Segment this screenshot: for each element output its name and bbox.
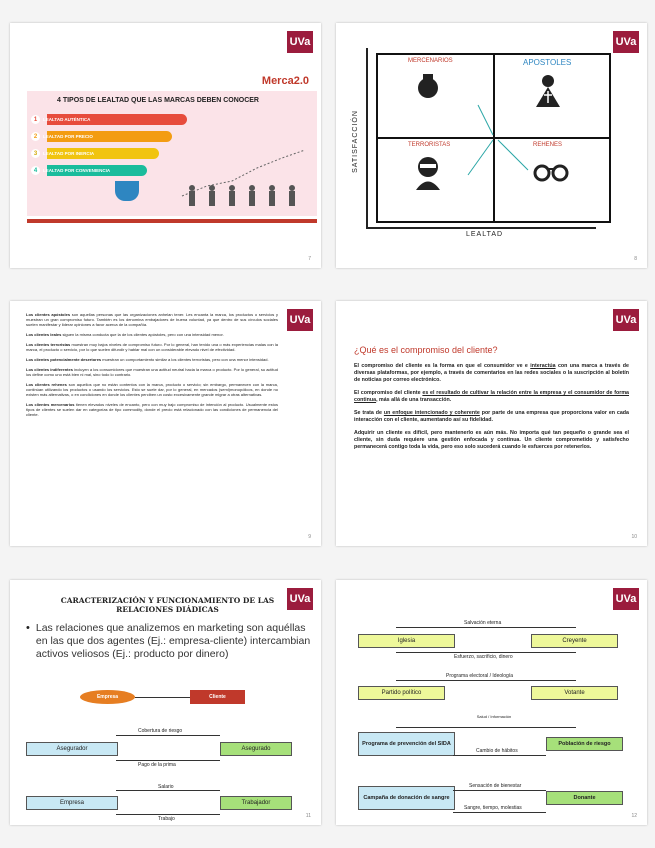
- infographic: [27, 91, 317, 216]
- uva-logo: UVa: [613, 31, 639, 53]
- oval-cliente: Cliente: [190, 690, 245, 704]
- quadrant-grid: [376, 53, 611, 223]
- quadrant-terroristas: TERRORISTAS: [408, 142, 451, 148]
- label-esfuerzo: Esfuerzo, sacrificio, dinero: [454, 654, 513, 660]
- infographic-title: 4 TIPOS DE LEALTAD QUE LAS MARCAS DEBEN CONOCER: [57, 97, 259, 104]
- box-asegurador: Asegurador: [26, 742, 118, 756]
- merca-brand: Merca2.0: [261, 75, 309, 87]
- item-label: LEALTAD AUTÉNTICA: [43, 117, 91, 122]
- item-2: [31, 132, 93, 141]
- item-number: 4: [31, 166, 40, 175]
- y-axis-label: SATISFACCIÓN: [351, 110, 359, 173]
- slide-11: [10, 580, 321, 825]
- uva-logo: UVa: [287, 588, 313, 610]
- paragraph-leales: Los clientes leales siguen la misma conducta que la de los clientes apóstoles, pero con una intensidad menor.: [26, 332, 224, 337]
- slide-9: [10, 301, 321, 546]
- box-trabajador: Trabajador: [220, 796, 292, 810]
- label-salud: Salud / Información: [476, 714, 512, 719]
- funnel-tip: [115, 181, 139, 201]
- people-illustration: [177, 146, 312, 211]
- commitment-text: [354, 363, 629, 457]
- x-axis-label: LEALTAD: [466, 231, 504, 238]
- red-bar: [27, 219, 317, 223]
- page-number: 9: [308, 534, 311, 540]
- slide-8: [336, 23, 647, 268]
- item-label: LEALTAD POR INERCIA: [43, 151, 95, 156]
- box-programa-sida: Programa de prevención del SIDA: [358, 732, 455, 756]
- paragraph-apostoles: Los clientes apóstoles son aquellas personas que las organizaciones anhelan tener. Les encanta la marca, los productos o servicios y muestran un gran compromiso futuro. También es los denomina embajadores de buena voluntad, ya que dentro de sus círculos sociales suelen manifestar y liderar opiniones a favor acerca de la compañía.: [26, 312, 278, 327]
- page-number: 11: [305, 813, 311, 819]
- paragraph-terroristas: Los clientes terroristas muestran muy bajos niveles de compromiso futuro. Por lo general, han tenido una o más experiencias malas con la marca, el producto o servicio, por lo que suelen difundir y hablar mal con un considerable elevado nivel de efectividad.: [26, 342, 278, 352]
- transition-arrows: [448, 95, 548, 185]
- box-votante: Votante: [531, 686, 618, 700]
- label-programa-electoral: Programa electoral / Ideología: [446, 673, 513, 679]
- quadrant-apostoles: APOSTOLES: [523, 58, 572, 67]
- label-pago: Pago de la prima: [138, 762, 176, 768]
- paragraph-2: El compromiso del cliente es el resultado de cultivar la relación entre la empresa y el consumidor de forma continua, más allá de una transacción.: [354, 390, 629, 403]
- oval-empresa: Empresa: [80, 690, 135, 704]
- bullet-icon: •: [26, 622, 30, 634]
- item-number: 1: [31, 115, 40, 124]
- item-label: LEALTAD POR CONVENIENCIA: [43, 168, 111, 173]
- slide-title: CARACTERIZACIÓN Y FUNCIONAMIENTO DE LAS RELACIONES DIÁDICAS: [60, 596, 275, 614]
- item-number: 2: [31, 132, 40, 141]
- label-sangre-tiempo: Sangre, tiempo, molestias: [464, 805, 522, 811]
- x-axis: [366, 227, 596, 229]
- paragraph-desertores: Los clientes potencialmente desertores muestran un comportamiento similar a los clientes terroristas, pero con una menor intensidad.: [26, 357, 269, 362]
- box-donante: Donante: [546, 791, 623, 805]
- item-4: [31, 166, 110, 175]
- quadrant-mercenarios: MERCENARIOS: [408, 58, 453, 64]
- paragraph-4: Adquirir un cliente es difícil, pero mantenerlo es aún más. No importa qué tan pequeño o grande sea el cliente, sin duda requiere una gestión enfocada y continua. Un cliente comprometido y satisfecho permanecerá contigo toda la vida, pero eso solo sucederá cuando le esfuerces por retenerlos.: [354, 430, 629, 450]
- label-trabajo: Trabajo: [158, 816, 175, 822]
- box-empresa: Empresa: [26, 796, 118, 810]
- page-number: 7: [308, 256, 311, 262]
- uva-logo: UVa: [613, 588, 639, 610]
- label-salvacion: Salvación eterna: [464, 620, 502, 626]
- item-label: LEALTAD POR PRECIO: [43, 134, 93, 139]
- slide-12: [336, 580, 647, 825]
- client-types-text: [26, 312, 278, 417]
- quadrant-rehenes: REHENES: [533, 142, 563, 148]
- slide-10: [336, 301, 647, 546]
- slide-7: [10, 23, 321, 268]
- label-sensacion-bienestar: Sensación de bienestar: [469, 783, 522, 789]
- slide-title: ¿Qué es el compromiso del cliente?: [354, 345, 498, 355]
- box-campana-sangre: Campaña de donación de sangre: [358, 786, 455, 810]
- label-cambio-habitos: Cambio de hábitos: [476, 748, 518, 754]
- box-partido-politico: Partido político: [358, 686, 445, 700]
- label-cobertura: Cobertura de riesgo: [138, 728, 183, 734]
- bullet-text: • Las relaciones que analizemos en marketing son aquéllas en las que dos agentes (Ej.: empresa-cliente) intercambian activos veliosos (Ej.: producto por dinero): [26, 622, 311, 660]
- paragraph-1: El compromiso del cliente es la forma en que el consumidor ve e interactúa con una marca a través de diversas plataformas, por ejemplo, a través de comentarios en las redes sociales o la suscripción al boletín de noticias por correo electrónico.: [354, 363, 629, 383]
- page-number: 10: [631, 534, 637, 540]
- uva-logo: UVa: [287, 309, 313, 331]
- terrorist-icon: [413, 155, 443, 190]
- item-number: 3: [31, 149, 40, 158]
- mercenary-icon: [413, 70, 443, 100]
- box-iglesia: Iglesia: [358, 634, 455, 648]
- box-poblacion-riesgo: Población de riesgo: [546, 737, 623, 751]
- item-3: [31, 149, 94, 158]
- page-number: 8: [634, 256, 637, 262]
- box-creyente: Creyente: [531, 634, 618, 648]
- uva-logo: UVa: [613, 309, 639, 331]
- paragraph-rehenes: Los clientes rehenes son aquellos que no están contentos con la marca, producto o servicio; sin embargo, permanecen con la marca, continúan utilizando los productos o usando los servicios. Esto se suele dar, por lo general, en mercados (semi)monopólicos, en donde no existen más alternativas, o en condiciones en donde los clientes perciben un costo excesivamente grande migrar a otras alternativas.: [26, 382, 278, 397]
- label-salario: Salario: [158, 784, 174, 790]
- item-1: [31, 115, 90, 124]
- paragraph-3: Se trata de un enfoque intencionado y coherente por parte de una empresa que proporciona valor en cada interacción con el cliente, aumentando así su fidelidad.: [354, 410, 629, 423]
- page-number: 12: [631, 813, 637, 819]
- paragraph-indiferentes: Los clientes indiferentes incluyen a los consumidores que muestran una actitud neutral hacia la marca o producto. Por lo general, su actitud los define como uno está bien ni mal, sino todo lo contrario.: [26, 367, 278, 377]
- box-asegurado: Asegurado: [220, 742, 292, 756]
- uva-logo: UVa: [287, 31, 313, 53]
- y-axis: [366, 48, 368, 228]
- paragraph-mercenarios: Los clientes mercenarios tienen elevados niveles de encanto, pero con muy bajo compromiso de intención al producto. Usualmente estos tipos de clientes se suelen dar en categorías de tipo commodity, donde el precio está relacionado con las condiciones de permanencia del cliente.: [26, 402, 278, 417]
- oval-arrow: [135, 697, 190, 698]
